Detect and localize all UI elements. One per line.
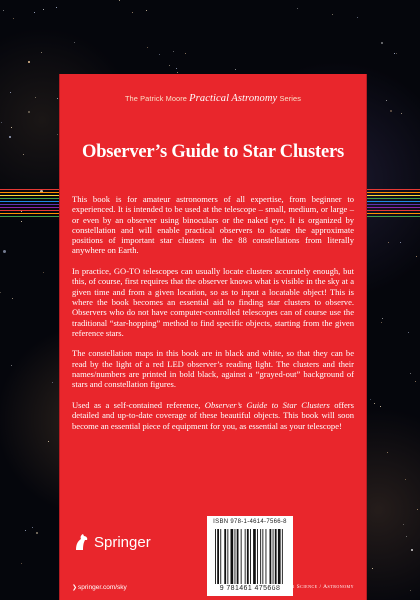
barcode-bar xyxy=(270,529,272,584)
star xyxy=(3,250,6,253)
star xyxy=(159,54,160,55)
stripe xyxy=(365,198,420,199)
series-line xyxy=(60,93,366,104)
stripe xyxy=(0,216,60,217)
star xyxy=(394,53,395,54)
back-cover-panel xyxy=(59,74,367,600)
star xyxy=(169,65,170,66)
series-prefix: The Patrick Moore xyxy=(124,94,188,103)
isbn: ISBN 978-1-4614-7566-8 xyxy=(213,519,287,525)
star xyxy=(52,382,53,383)
stripe xyxy=(365,189,420,190)
series-suffix: Series xyxy=(279,94,302,103)
stripe xyxy=(365,204,420,205)
star xyxy=(1,122,2,123)
barcode-bar xyxy=(227,529,228,584)
star xyxy=(57,98,58,99)
star xyxy=(43,272,44,273)
star xyxy=(401,113,402,114)
star xyxy=(25,530,26,531)
blurb-paragraph-4-start: Used as a self-contained reference, xyxy=(72,399,205,410)
star xyxy=(21,221,22,222)
barcode-bar xyxy=(217,529,219,584)
stripe xyxy=(365,216,420,217)
stripe xyxy=(0,210,60,211)
star xyxy=(415,381,416,382)
stripe xyxy=(365,201,420,202)
stripe xyxy=(0,189,60,190)
book-title: Observer’s Guide to Star Clusters xyxy=(82,142,344,162)
star xyxy=(396,53,397,54)
barcode-bar xyxy=(275,529,277,584)
star xyxy=(381,42,383,44)
star xyxy=(410,590,411,591)
barcode-bar xyxy=(224,529,226,584)
star xyxy=(146,10,147,11)
star xyxy=(297,8,298,9)
blurb-paragraph-4-end: offers detailed and up-to-date coverage of these beautiful objects. This book will soon become an essential piece of equipment for you, as essential as your telescope! xyxy=(72,399,354,431)
barcode-bar xyxy=(278,529,281,584)
barcode-bar xyxy=(257,529,258,584)
barcode-bar xyxy=(266,529,267,584)
blurb-paragraph-1: This book is for amateur astronomers of all expertise, from beginner to experienced. It is intended to be used at the telescope – small, medium, or large – or even by an observer using binoculars or the naked eye. It is organized by constellation and will enable practical observers to locate the approximate positions of important star clusters in the 88 constellations from literally anywhere on Earth. xyxy=(72,194,354,256)
star xyxy=(416,256,417,257)
star xyxy=(43,9,44,10)
stripe xyxy=(0,213,60,214)
stripe xyxy=(0,207,60,208)
stripe xyxy=(365,213,420,214)
star xyxy=(12,298,13,299)
star xyxy=(56,7,57,8)
star xyxy=(0,292,1,293)
star xyxy=(48,441,49,442)
barcode-bar xyxy=(215,529,216,584)
category-label: Popular Science / Astronomy xyxy=(272,584,354,590)
star xyxy=(28,111,30,113)
star xyxy=(74,42,75,43)
barcode-number: 9 781461 475668 xyxy=(219,585,281,592)
star xyxy=(381,322,382,323)
blurb xyxy=(72,194,354,441)
barcode-bar xyxy=(245,529,246,584)
arrow-icon: ❯ xyxy=(72,585,78,591)
star xyxy=(408,332,409,333)
publisher-name: Springer xyxy=(94,533,151,551)
star xyxy=(21,211,22,212)
publisher-url[interactable] xyxy=(72,584,127,591)
star xyxy=(177,72,178,73)
star xyxy=(34,12,35,13)
blurb-paragraph-4 xyxy=(72,400,354,431)
barcode-bar xyxy=(253,529,256,584)
star xyxy=(132,12,133,13)
barcode-icon xyxy=(215,529,285,584)
star xyxy=(119,0,120,1)
star xyxy=(32,527,33,528)
star xyxy=(386,100,387,101)
star xyxy=(332,14,333,15)
barcode-bar xyxy=(273,529,274,584)
star xyxy=(36,532,38,534)
blurb-paragraph-3: The constellation maps in this book are in black and white, so that they can be read by the light of a red LED observer’s reading light. The clusters and their names/numbers are printed in bold black, against a “grayed-out” background of stars and constellation figures. xyxy=(72,348,354,390)
barcode-bar xyxy=(231,529,234,584)
star xyxy=(28,61,30,63)
barcode-bar xyxy=(247,529,249,584)
star xyxy=(235,69,236,70)
barcode-bar xyxy=(260,529,261,584)
barcode-bar xyxy=(241,529,242,584)
star xyxy=(411,549,413,551)
star xyxy=(410,373,411,374)
stripe xyxy=(0,204,60,205)
stripe xyxy=(0,198,60,199)
stripe xyxy=(365,210,420,211)
star xyxy=(176,68,177,69)
star xyxy=(406,536,407,537)
series-middle: Astronomy xyxy=(231,93,278,104)
stripe xyxy=(0,201,60,202)
star xyxy=(173,51,174,52)
star xyxy=(185,53,186,54)
star xyxy=(11,127,12,128)
blurb-title-italic: Observer’s Guide to Star Clusters xyxy=(204,399,330,410)
star xyxy=(400,242,401,243)
stripe xyxy=(0,192,60,193)
star xyxy=(370,399,371,400)
star xyxy=(21,563,22,564)
star xyxy=(387,452,388,453)
star xyxy=(357,17,358,18)
star xyxy=(382,318,383,319)
star xyxy=(10,92,11,93)
star xyxy=(13,18,14,19)
barcode-bar xyxy=(235,529,236,584)
star xyxy=(403,524,404,525)
star xyxy=(380,406,381,407)
publisher-logo xyxy=(72,531,151,553)
publisher-url-text: springer.com/sky xyxy=(78,584,127,591)
springer-horse-icon xyxy=(72,532,90,552)
stripe xyxy=(365,192,420,193)
blurb-paragraph-2: In practice, GO-TO telescopes can usually locate clusters accurately enough, but this, of course, first requires that the observer knows what is visible in the sky at a given time and from a given location, so as to input a locatable object! This is where the book becomes an essential aid to finding star clusters to observe. Observers who do not have computer-controlled telescopes can of course use the traditional “star-hopping” method to find specific objects, starting from the given reference stars. xyxy=(72,266,354,338)
star xyxy=(374,403,375,404)
star xyxy=(9,136,11,138)
star xyxy=(417,509,418,510)
barcode-bar xyxy=(262,529,263,584)
barcode-bar xyxy=(250,529,251,584)
barcode-bar xyxy=(237,529,239,584)
star xyxy=(35,97,36,98)
stripe xyxy=(0,195,60,196)
series-highlight: Practical xyxy=(189,93,230,104)
stripe xyxy=(365,207,420,208)
star xyxy=(3,10,4,11)
barcode-bar xyxy=(282,529,283,584)
star xyxy=(390,110,392,112)
stripe xyxy=(365,195,420,196)
barcode-bar xyxy=(220,529,221,584)
star xyxy=(372,568,373,569)
star xyxy=(23,154,24,155)
star xyxy=(147,47,148,48)
star xyxy=(388,242,389,243)
star xyxy=(405,479,406,480)
star xyxy=(57,134,58,135)
star xyxy=(41,52,42,53)
star xyxy=(11,365,12,366)
